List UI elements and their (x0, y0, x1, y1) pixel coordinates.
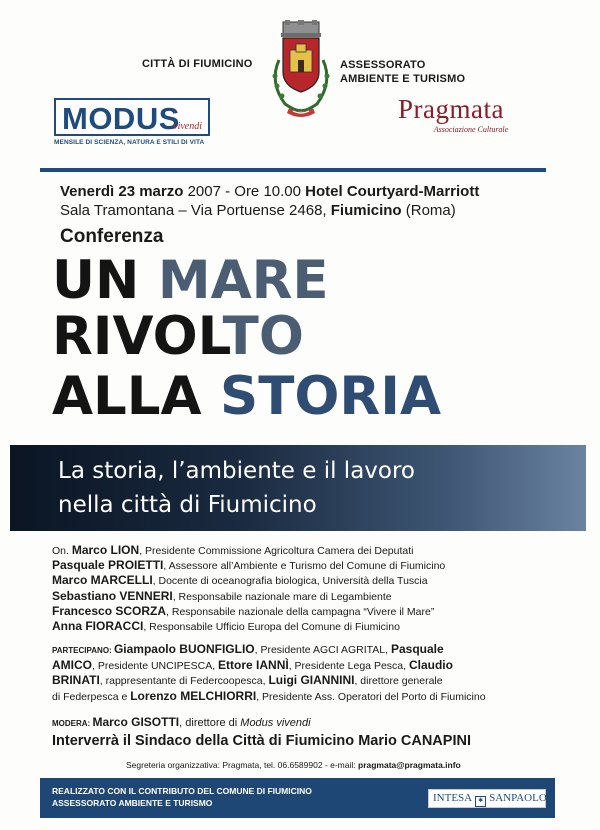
assessorato-line2: AMBIENTE E TURISMO (340, 73, 466, 85)
pragmata-logo (398, 94, 528, 134)
speaker-role: , Presidente Commissione Agricoltura Camera dei Deputati (139, 545, 414, 557)
speaker-list (52, 543, 445, 634)
speaker-name: Francesco SCORZA (52, 603, 167, 618)
participant-name: Claudio (408, 658, 453, 673)
header-divider (40, 168, 546, 172)
participant-role: , Presidente UNCIPESCA, (92, 660, 219, 673)
speaker-row (52, 589, 445, 604)
modus-wordmark: MODUS (62, 101, 180, 136)
subtitle-line-1: La storia, l’ambiente e il lavoro (58, 458, 415, 484)
participants-row-2 (52, 658, 562, 673)
event-type: Conferenza (60, 226, 164, 247)
event-time: 2007 - Ore 10.00 (183, 183, 306, 200)
speaker-role: , Docente di oceanografia biologica, Università della Tuscia (152, 575, 428, 588)
participants-label: PARTECIPANO: (52, 646, 114, 655)
title-word-un: UN (52, 250, 158, 311)
title-word-storia: STORIA (220, 366, 441, 427)
city-name: CITTÀ DI FIUMICINO (142, 58, 253, 70)
event-region: (Roma) (401, 202, 456, 219)
moderator-magazine: Modus vivendi (240, 717, 311, 729)
secretariat-line (126, 760, 461, 770)
participant-name: AMICO (52, 658, 92, 673)
title-line-1 (52, 251, 329, 311)
event-room: Sala Tramontana – Via Portuense 2468, (60, 202, 331, 219)
speaker-role: , Responsabile nazionale della campagna “Vivere il Mare” (166, 605, 435, 618)
participant-name: BRINATI (52, 673, 100, 688)
coat-of-arms-icon (263, 20, 339, 124)
speaker-row (52, 543, 445, 558)
speaker-row (52, 619, 445, 634)
title-word-rivol: RIVOL (52, 306, 223, 367)
title-line-2 (52, 307, 304, 367)
participant-role: , Presidente AGCI AGRITAL, (254, 644, 391, 656)
moderator-label: MODERA: (52, 719, 93, 728)
title-word-to: TO (222, 306, 304, 367)
modus-tagline: MENSILE DI SCIENZA, NATURA E STILI DI VITA (54, 139, 205, 146)
footer-line-2: ASSESSORATO AMBIENTE E TURISMO (52, 798, 213, 808)
assessorato-line1: ASSESSORATO (340, 59, 426, 71)
speaker-name: Pasquale PROIETTI (52, 558, 164, 573)
secretariat-label: Segreteria organizzativa: Pragmata, tel. 06.6589902 - e-mail: (126, 760, 358, 770)
speaker-role: , Responsabile nazionale mare di Legambiente (172, 590, 392, 603)
speaker-name: Anna FIORACCI (52, 619, 144, 634)
sponsor-name-a: INTESA (433, 792, 473, 804)
pragmata-tagline: Associazione Culturale (433, 125, 509, 134)
event-venue: Hotel Courtyard-Marriott (305, 183, 480, 200)
sponsor-emblem-icon: ✱ (475, 796, 486, 807)
speaker-name: Marco MARCELLI (52, 573, 153, 588)
secretariat-email[interactable]: pragmata@pragmata.info (358, 760, 461, 770)
participant-role: , rappresentante di Federcoopesca, (99, 675, 269, 688)
speaker-prefix: On. (52, 545, 72, 557)
speaker-row (52, 573, 445, 588)
speaker-role: , Assessore all’Ambiente e Turismo del Comune di Fiumicino (163, 560, 446, 573)
participants-row-4 (52, 689, 562, 704)
closing-name: Mario CANAPINI (358, 733, 471, 749)
modus-logo-box (54, 98, 210, 136)
participant-name: Lorenzo MELCHIORRI (130, 688, 257, 703)
event-day: Venerdì 23 marzo (60, 183, 184, 200)
sponsor-name-b: SANPAOLO (489, 792, 547, 804)
sponsor-logo (428, 789, 546, 808)
speaker-row (52, 604, 445, 619)
speaker-row (52, 558, 445, 573)
participant-role: di Federpesca e (52, 690, 131, 703)
title-word-mare: MARE (157, 250, 329, 311)
participants-row-3 (52, 673, 562, 688)
participants-row-1 (52, 642, 562, 658)
participants-block (52, 642, 562, 704)
closing-text: Interverrà il Sindaco della Città di Fiumicino (52, 733, 359, 749)
title-line-3 (52, 367, 441, 427)
pragmata-wordmark: Pragmata (398, 94, 504, 124)
speaker-role: , Responsabile Ufficio Europa del Comune di Fiumicino (143, 621, 400, 634)
moderator-role: , direttore di (179, 717, 241, 729)
participant-role: , Presidente Lega Pesca, (288, 660, 409, 673)
modus-subtitle: vivendi (173, 121, 202, 132)
participant-name: Luigi GIANNINI (268, 673, 355, 688)
closing-line (52, 733, 471, 749)
participant-role: , Presidente Ass. Operatori del Porto di Fiumicino (256, 690, 486, 703)
event-date-time (60, 183, 479, 200)
speaker-name: Sebastiano VENNERI (52, 588, 173, 603)
participant-name: Ettore IANNÌ (218, 658, 289, 673)
subtitle-line-2: nella città di Fiumicino (58, 492, 317, 518)
assessorato-name (340, 58, 465, 86)
participant-role: , direttore generale (354, 675, 443, 688)
speaker-name: Marco LION (71, 543, 140, 557)
participant-name: Pasquale (390, 642, 444, 656)
moderator-line (52, 715, 311, 729)
modus-logo (54, 98, 210, 146)
title-word-alla: ALLA (52, 366, 221, 427)
footer-line-1: REALIZZATO CON IL CONTRIBUTO DEL COMUNE DI FIUMICINO (52, 786, 312, 796)
event-location (60, 202, 456, 219)
participant-name: Giampaolo BUONFIGLIO (113, 642, 255, 656)
moderator-name: Marco GISOTTI (92, 715, 180, 729)
event-city: Fiumicino (330, 202, 402, 219)
